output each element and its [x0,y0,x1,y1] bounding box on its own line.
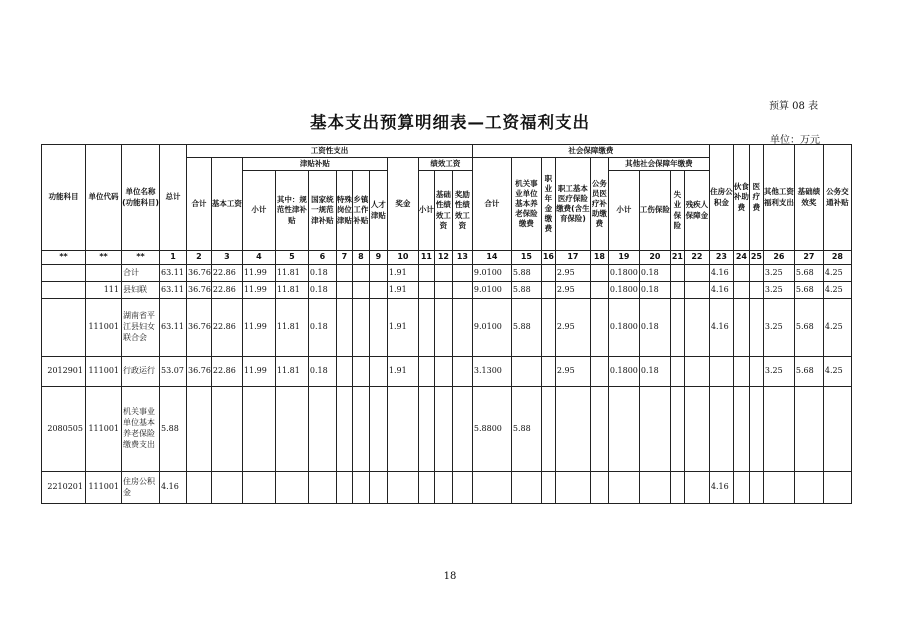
table-cell [823,472,851,504]
table-cell: 0.1800 [608,357,639,387]
col-number: 8 [352,251,369,265]
col-number: 10 [387,251,418,265]
table-cell [684,299,709,357]
table-cell: 11.99 [242,282,275,299]
table-cell: 2210201 [42,472,86,504]
col-number: 14 [472,251,511,265]
table-code: 预算 08 表 [769,101,819,112]
table-cell [590,357,608,387]
table-cell [472,472,511,504]
table-cell: 9.0100 [472,282,511,299]
table-cell: 3.25 [763,265,794,282]
header-injury: 工伤保险 [639,171,670,251]
table-cell [670,282,684,299]
table-cell [590,387,608,472]
table-cell [187,387,212,472]
table-cell: 4.16 [709,282,733,299]
col-number: 26 [763,251,794,265]
header-perf-reward: 奖励性绩效工资 [452,171,472,251]
header-unemploy: 失业保险 [670,171,684,251]
table-cell [684,265,709,282]
table-cell: 2.95 [555,357,590,387]
table-cell [749,472,763,504]
header-allow-sub: 小计 [242,171,275,251]
header-other-welfare: 其他工资福利支出 [763,145,794,251]
table-cell [555,387,590,472]
table-cell [608,387,639,472]
table-cell [733,282,749,299]
header-social: 社会保障缴费 [472,145,709,158]
header-med-ins: 职工基本医疗保险缴费(含生育保险) [555,158,590,251]
table-cell: 3.25 [763,282,794,299]
table-cell [733,299,749,357]
header-disabled: 残疾人保障金 [684,171,709,251]
table-cell: 县妇联 [122,282,160,299]
table-cell [369,282,387,299]
col-number: 24 [733,251,749,265]
table-cell [670,265,684,282]
col-number: 3 [211,251,242,265]
table-cell: 4.16 [709,299,733,357]
table-cell [684,357,709,387]
table-cell [670,387,684,472]
table-cell [352,472,369,504]
header-meal: 伙食补助费 [733,145,749,251]
table-row [42,387,852,472]
table-cell [434,387,452,472]
col-number: 22 [684,251,709,265]
table-cell [434,472,452,504]
table-cell [369,357,387,387]
header-perf: 绩效工资 [418,158,472,171]
col-number: 18 [590,251,608,265]
col-number: 28 [823,251,851,265]
table-cell [452,299,472,357]
header-township: 乡镇工作补贴 [352,171,369,251]
table-cell [387,387,418,472]
header-perf-sub: 小计 [418,171,434,251]
table-cell [418,387,434,472]
table-cell [352,357,369,387]
table-row [42,282,852,299]
table-cell: 111 [86,282,122,299]
table-cell: 111001 [86,387,122,472]
table-cell: 1.91 [387,282,418,299]
table-cell: 4.25 [823,265,851,282]
table-cell [242,472,275,504]
table-cell: 1.91 [387,357,418,387]
table-cell [418,299,434,357]
header-talent: 人才津贴 [369,171,387,251]
table-cell: 0.18 [308,357,336,387]
table-cell [452,282,472,299]
table-cell [336,357,352,387]
table-cell [590,472,608,504]
header-medical: 医疗费 [749,145,763,251]
col-number: 2 [187,251,212,265]
table-cell: 0.1800 [608,299,639,357]
col-number: ** [86,251,122,265]
page-number: 18 [443,571,457,582]
table-cell: 0.1800 [608,282,639,299]
col-number: 16 [541,251,555,265]
table-cell [733,357,749,387]
table-cell: 0.18 [639,282,670,299]
header-social-sum: 合计 [472,158,511,251]
col-number: 9 [369,251,387,265]
table-cell: 4.25 [823,282,851,299]
table-cell: 111001 [86,357,122,387]
header-wage: 工资性支出 [187,145,473,158]
table-cell [763,472,794,504]
table-cell [639,387,670,472]
table-cell: 1.91 [387,265,418,282]
table-cell: 湖南省平江县妇女联合会 [122,299,160,357]
table-cell: 0.18 [639,357,670,387]
col-number: 12 [434,251,452,265]
table-cell [452,387,472,472]
table-row [42,472,852,504]
table-cell: 2.95 [555,299,590,357]
table-cell: 22.86 [211,265,242,282]
table-cell: 36.76 [187,299,212,357]
table-cell: 行政运行 [122,357,160,387]
table-cell: 2.95 [555,282,590,299]
table-cell: 5.88 [511,387,541,472]
header-unit-code: 单位代码 [86,145,122,251]
table-cell [749,299,763,357]
table-cell [763,387,794,472]
col-number: ** [42,251,86,265]
table-row [42,299,852,357]
table-cell: 11.81 [275,357,308,387]
table-cell [670,357,684,387]
col-number: 17 [555,251,590,265]
table-cell: 1.91 [387,299,418,357]
table-cell: 11.81 [275,282,308,299]
col-number: 1 [160,251,187,265]
col-number: 19 [608,251,639,265]
header-func: 功能科目 [42,145,86,251]
table-cell [336,387,352,472]
table-cell [187,472,212,504]
table-cell [42,299,86,357]
header-basic-perf: 基础绩效奖 [794,145,823,251]
col-number: 20 [639,251,670,265]
table-cell [709,357,733,387]
col-number: 21 [670,251,684,265]
table-cell [684,387,709,472]
table-cell: 63.11 [160,282,187,299]
table-cell [308,472,336,504]
unit-label: 单位：万元 [770,135,820,146]
table-cell [387,472,418,504]
table-cell: 0.1800 [608,265,639,282]
table-cell: 3.25 [763,357,794,387]
table-cell [590,265,608,282]
table-cell: 53.07 [160,357,187,387]
header-os-sub: 小计 [608,171,639,251]
header-allow-standard: 其中：规范性津补贴 [275,171,308,251]
table-cell: 5.88 [511,265,541,282]
table-row [42,357,852,387]
table-cell [749,282,763,299]
header-unit-name: 单位名称(功能科目) [122,145,160,251]
table-cell: 2012901 [42,357,86,387]
header-total: 总计 [160,145,187,251]
table-cell [709,387,733,472]
table-cell: 3.1300 [472,357,511,387]
table-cell [452,265,472,282]
header-housing: 住房公积金 [709,145,733,251]
table-cell: 11.99 [242,299,275,357]
header-special-post: 特殊岗位津贴 [336,171,352,251]
header-basic-wage: 基本工资 [211,158,242,251]
header-annuity: 职业年金缴费 [541,158,555,251]
table-cell [42,282,86,299]
table-cell [242,387,275,472]
table-cell [336,265,352,282]
table-cell [749,387,763,472]
col-number: 13 [452,251,472,265]
table-cell: 住房公积金 [122,472,160,504]
table-cell [541,357,555,387]
table-cell: 11.81 [275,265,308,282]
table-cell: 11.99 [242,265,275,282]
table-cell: 36.76 [187,357,212,387]
table-cell: 合计 [122,265,160,282]
table-cell [434,282,452,299]
table-cell: 4.16 [709,472,733,504]
header-perf-basic: 基础性绩效工资 [434,171,452,251]
col-number: 25 [749,251,763,265]
table-cell: 11.81 [275,299,308,357]
col-number: 4 [242,251,275,265]
table-cell [511,357,541,387]
table-cell: 0.18 [639,299,670,357]
table-cell [590,299,608,357]
table-cell [418,265,434,282]
table-cell [418,472,434,504]
table-cell [452,472,472,504]
table-cell [541,299,555,357]
table-cell: 3.25 [763,299,794,357]
table-cell: 11.99 [242,357,275,387]
col-number: 15 [511,251,541,265]
table-cell [336,282,352,299]
table-body [42,265,852,504]
table-cell: 5.8800 [472,387,511,472]
table-cell: 63.11 [160,299,187,357]
table-cell [749,357,763,387]
budget-table [41,144,852,504]
table-cell [434,265,452,282]
table-cell [352,299,369,357]
table-cell [308,387,336,472]
table-cell: 4.16 [160,472,187,504]
table-cell: 5.88 [511,282,541,299]
table-cell: 22.86 [211,299,242,357]
table-cell [541,265,555,282]
table-cell [684,282,709,299]
table-cell: 22.86 [211,282,242,299]
table-cell [434,299,452,357]
table-cell: 4.25 [823,357,851,387]
table-cell: 111001 [86,299,122,357]
table-cell: 0.18 [308,299,336,357]
header-other-social: 其他社会保障年缴费 [608,158,709,171]
header-wage-sum: 合计 [187,158,212,251]
table-cell [275,387,308,472]
table-cell: 36.76 [187,265,212,282]
table-cell [42,265,86,282]
table-cell: 22.86 [211,357,242,387]
table-row [42,265,852,282]
table-cell [275,472,308,504]
table-cell [749,265,763,282]
column-number-row [42,251,852,265]
table-cell [541,387,555,472]
table-cell [608,472,639,504]
table-cell [369,472,387,504]
header-pension: 机关事业单位基本养老保险缴费 [511,158,541,251]
table-cell [733,387,749,472]
table-cell: 5.88 [511,299,541,357]
table-cell: 5.68 [794,265,823,282]
table-cell: 5.88 [160,387,187,472]
table-cell [452,357,472,387]
header-bonus: 奖金 [387,158,418,251]
table-cell [369,265,387,282]
table-cell: 9.0100 [472,299,511,357]
col-number: 27 [794,251,823,265]
table-cell [211,472,242,504]
header-allow-national: 国家统一规范津补贴 [308,171,336,251]
table-cell [369,387,387,472]
table-cell [823,387,851,472]
table-cell [541,472,555,504]
table-cell [336,472,352,504]
table-cell [639,472,670,504]
table-cell: 36.76 [187,282,212,299]
table-cell [211,387,242,472]
table-cell [418,357,434,387]
table-cell: 机关事业单位基本养老保险缴费支出 [122,387,160,472]
table-cell: 4.16 [709,265,733,282]
table-cell [511,472,541,504]
table-cell [733,265,749,282]
table-cell: 5.68 [794,357,823,387]
table-cell [418,282,434,299]
table-cell: 4.25 [823,299,851,357]
table-cell [733,472,749,504]
col-number: 6 [308,251,336,265]
table-cell: 2.95 [555,265,590,282]
col-number: 11 [418,251,434,265]
col-number: 7 [336,251,352,265]
header-transport: 公务交通补贴 [823,145,851,251]
table-cell [684,472,709,504]
header-allowance: 津贴补贴 [242,158,387,171]
table-cell [541,282,555,299]
table-cell: 111001 [86,472,122,504]
table-cell: 0.18 [639,265,670,282]
table-cell [670,299,684,357]
table-cell [369,299,387,357]
table-cell: 0.18 [308,282,336,299]
table-cell [670,472,684,504]
col-number: ** [122,251,160,265]
page-title: 基本支出预算明细表—工资福利支出 [310,113,590,132]
table-cell: 9.0100 [472,265,511,282]
table-cell [590,282,608,299]
table-cell [352,265,369,282]
table-cell [352,282,369,299]
table-cell [86,265,122,282]
header-civil-med: 公务员医疗补助缴费 [590,158,608,251]
col-number: 5 [275,251,308,265]
table-cell [434,357,452,387]
table-cell [336,299,352,357]
col-number: 23 [709,251,733,265]
table-cell [352,387,369,472]
table-cell: 5.68 [794,282,823,299]
table-cell: 63.11 [160,265,187,282]
table-cell [794,472,823,504]
table-cell [555,472,590,504]
table-cell: 2080505 [42,387,86,472]
table-cell [794,387,823,472]
table-cell: 5.68 [794,299,823,357]
table-cell: 0.18 [308,265,336,282]
